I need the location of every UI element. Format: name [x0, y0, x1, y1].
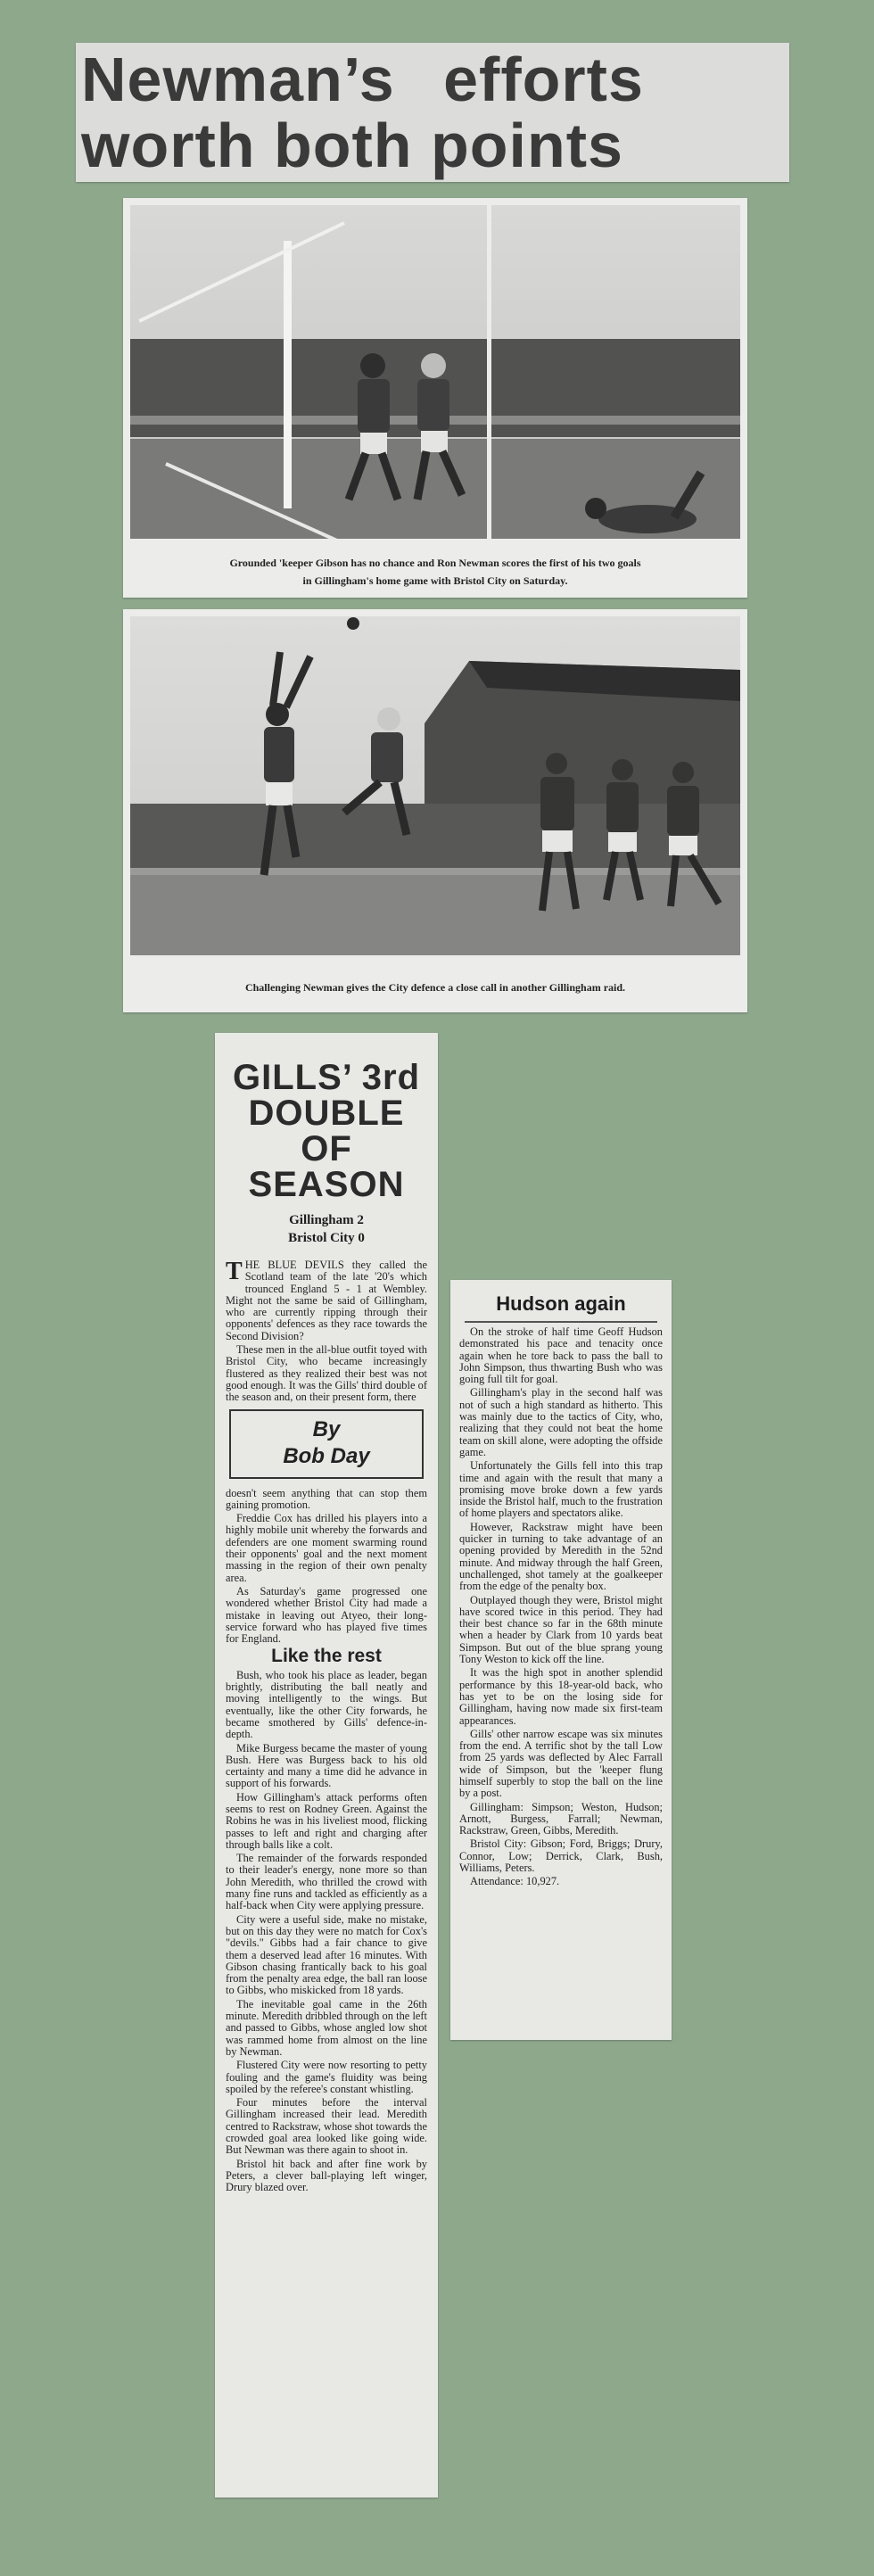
- article-body: [226, 1259, 427, 2193]
- byline-name: Bob Day: [283, 1443, 370, 1468]
- article-subhead: Like the rest: [271, 1646, 382, 1667]
- lineup-gillingham: Gillingham: Simpson; Weston, Hudson; Arnott, Burgess, Farrall; Newman, Rackstraw, Green, Gibbs, Meredith.: [459, 1800, 663, 1837]
- article-headline-line-2: DOUBLE OF: [248, 1094, 405, 1168]
- photo-1-caption-line-1: Grounded 'keeper Gibson has no chance and Ron Newman scores the first of his two goals: [229, 557, 641, 569]
- drop-cap: T: [226, 1258, 243, 1285]
- sidebar-body: [459, 1326, 663, 1888]
- article-para-11: The inevitable goal came in the 26th minute. Meredith dribbled through on the left and passed to Gibbs, whose angled low shot was rammed home from almost on the line by Newman.: [226, 1997, 427, 2058]
- sidebar-para-6: It was the high spot in another splendid performance by this 18-year-old back, who has yet to be on the losing side for Gillingham, having now made six first-team appearances.: [459, 1666, 663, 1727]
- article-para-12: Flustered City were now resorting to petty fouling and the game's fluidity was being spoiled by the referee's constant whistling.: [226, 2059, 427, 2095]
- photo-clipping-1: [123, 198, 747, 598]
- headline-line-1: Newman’s efforts: [81, 45, 644, 114]
- photo-2-caption: Challenging Newman gives the City defence a close call in another Gillingham raid.: [244, 981, 626, 994]
- article-clipping: [215, 1033, 438, 2498]
- article-para-4: Freddie Cox has drilled his players into a highly mobile unit whereby the forwards and defenders are one moment swarming round their opponents' goal and the next moment massing in the region of their own penalty area.: [226, 1512, 427, 1584]
- sidebar-clipping: [450, 1280, 672, 2040]
- sidebar-para-1: On the stroke of half time Geoff Hudson demonstrated his pace and tenacity once again when he tore back to pass the ball to John Simpson, thus thwarting Bush who was going full tilt for goal.: [459, 1325, 663, 1386]
- byline-box: [229, 1409, 424, 1479]
- score-away: Bristol City 0: [288, 1231, 365, 1245]
- article-para-13: Four minutes before the interval Gillingham increased their lead. Meredith centred to Rackstraw, whose shot towards the crowded goal area looked like going wide. But Newman was there again to shoot in.: [226, 2096, 427, 2157]
- sidebar-para-4: However, Rackstraw might have been quicker in turning to take advantage of an opening provided by Meredith in the 52nd minute. And midway through the half Green, unchallenged, shot tamely at the goalkeeper from the edge of the penalty box.: [459, 1520, 663, 1593]
- match-photo-goal: [130, 205, 740, 564]
- byline-by: By: [312, 1416, 341, 1441]
- photo-1-caption-line-2: in Gillingham's home game with Bristol City on Saturday.: [302, 574, 568, 587]
- article-para-14: Bristol hit back and after fine work by Peters, a clever ball-playing left winger, Drury blazed over.: [226, 2157, 427, 2194]
- score-home: Gillingham 2: [289, 1213, 364, 1227]
- article-headline-line-3: SEASON: [248, 1165, 405, 1204]
- sidebar-heading: Hudson again: [465, 1287, 657, 1323]
- sidebar-para-3: Unfortunately the Gills fell into this trap time and again with the result that many a promising move broke down a few yards inside the Bristol half, much to the frustration of home players and spectators alike.: [459, 1459, 663, 1520]
- article-intro: HE BLUE DEVILS they called the Scotland team of the late '20's which trounced England 5 - 1 at Wembley. Might not the same be said of Gillingham, who are currently ripping through their opponents' defences as they race towards the Second Division?: [226, 1259, 427, 1342]
- article-para-2: These men in the all-blue outfit toyed with Bristol City, who became increasingly flustered as they realized their best was not good enough. It was the Gills' third double of the season and, on their present form, there: [226, 1343, 427, 1404]
- attendance: Attendance: 10,927.: [470, 1875, 560, 1888]
- sidebar-para-7: Gills' other narrow escape was six minutes from the end. A terrific shot by the tall Low from 25 yards was deflected by Alec Farrall wide of Simpson, but the 'keeper flung himself superbly to stop the ball on the line by a post.: [459, 1727, 663, 1800]
- article-para-5: As Saturday's game progressed one wondered whether Bristol City had made a mistake in leaving out Atyeo, their long-service forward who has played five times for England.: [226, 1584, 427, 1646]
- article-para-9: The remainder of the forwards responded to their leader's energy, none more so than John Meredith, who thrilled the crowd with many fine runs and tackled as efficiently as a half-back when City were applying pressure.: [226, 1852, 427, 1912]
- article-para-8: How Gillingham's attack performs often seems to rest on Rodney Green. Against the Robins he was in his liveliest mood, flicking passes to left and right and charging after through balls like a colt.: [226, 1790, 427, 1851]
- article-para-6: Bush, who took his place as leader, began brightly, distributing the ball neatly and moving intelligently to the wings. But eventually, like the other City forwards, he became smothered by Gills' defence-in-depth.: [226, 1668, 427, 1741]
- match-photo-raid: [130, 616, 740, 977]
- lineup-bristol: Bristol City: Gibson; Ford, Briggs; Drury, Connor, Low; Derrick, Clark, Bush, Williams, Peters.: [459, 1837, 663, 1875]
- article-headline-line-1: GILLS’ 3rd: [232, 1058, 421, 1097]
- sidebar-para-5: Outplayed though they were, Bristol might have scored twice in this period. They had their best chance so far in the 68th minute when a header by Clark from 10 yards beat Simpson. But out of the blue sprang young Tony Weston to kick off the line.: [459, 1593, 663, 1666]
- article-para-7: Mike Burgess became the master of young Bush. Here was Burgess back to his old certainty and many a time did he advance in support of his forwards.: [226, 1741, 427, 1790]
- sidebar-para-2: Gillingham's play in the second half was not of such a high standard as hitherto. This was mainly due to the tactics of City, who, realizing that they could not beat the home team on skill alone, were adopting the offside game.: [459, 1386, 663, 1458]
- photo-clipping-2: [123, 609, 747, 1012]
- headline-clipping: [76, 43, 789, 182]
- headline-line-2: worth both points: [81, 111, 623, 180]
- article-para-3: doesn't seem anything that can stop them gaining promotion.: [226, 1486, 427, 1511]
- article-para-10: City were a useful side, make no mistake, but on this day they were no match for Cox's "devils." Gibbs had a fair chance to give them a deserved lead after 16 minutes. With Gibson chasing frantically back to his goal from the penalty area edge, the ball ran loose to Gibbs, who miskicked from 18 yards.: [226, 1912, 427, 1997]
